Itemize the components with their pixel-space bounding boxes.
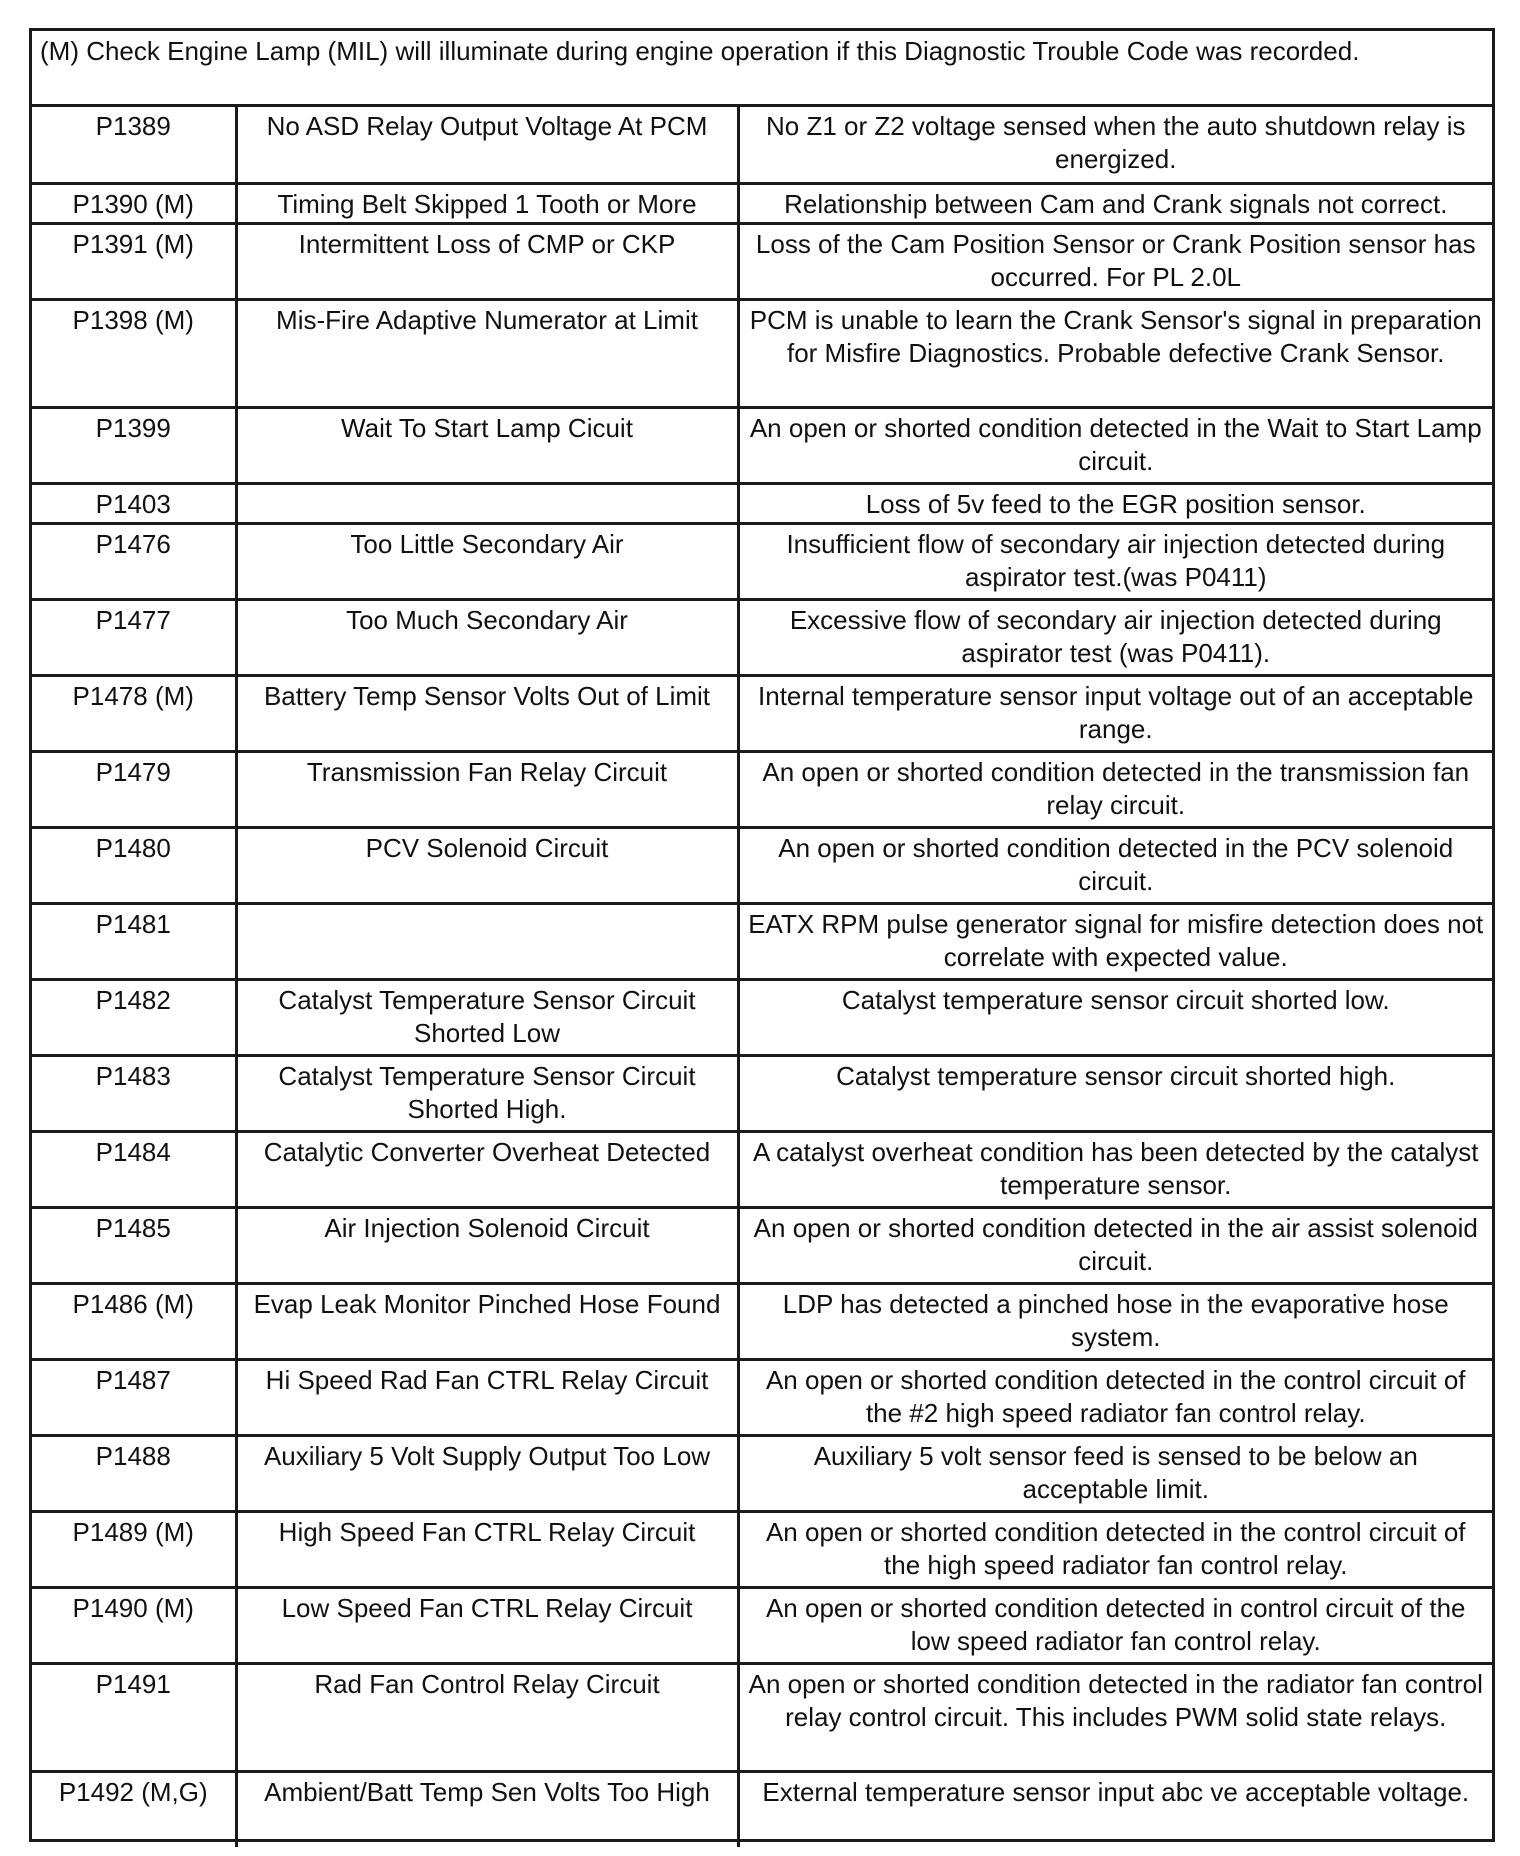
- dtc-code-cell: P1481: [32, 903, 236, 979]
- table-row: [32, 827, 1492, 903]
- table-row: [32, 979, 1492, 1055]
- dtc-name-cell: Timing Belt Skipped 1 Tooth or More: [236, 183, 738, 223]
- dtc-table-body: [32, 107, 1492, 1847]
- dtc-code-cell: P1491: [32, 1663, 236, 1771]
- dtc-code-cell: P1403: [32, 483, 236, 523]
- dtc-description-cell: No Z1 or Z2 voltage sensed when the auto shutdown relay is energized.: [738, 107, 1492, 183]
- dtc-name-cell: Intermittent Loss of CMP or CKP: [236, 223, 738, 299]
- dtc-description-cell: Loss of the Cam Position Sensor or Crank Position sensor has occurred. For PL 2.0L: [738, 223, 1492, 299]
- dtc-name-cell: High Speed Fan CTRL Relay Circuit: [236, 1511, 738, 1587]
- dtc-description-cell: An open or shorted condition detected in the control circuit of the #2 high speed radiator fan control relay.: [738, 1359, 1492, 1435]
- dtc-code-cell: P1476: [32, 523, 236, 599]
- dtc-code-cell: P1489 (M): [32, 1511, 236, 1587]
- dtc-name-cell: Catalyst Temperature Sensor Circuit Shorted High.: [236, 1055, 738, 1131]
- table-row: [32, 751, 1492, 827]
- dtc-description-cell: An open or shorted condition detected in the air assist solenoid circuit.: [738, 1207, 1492, 1283]
- table-row: [32, 675, 1492, 751]
- table-row: [32, 1663, 1492, 1771]
- dtc-code-cell: P1486 (M): [32, 1283, 236, 1359]
- dtc-description-cell: Internal temperature sensor input voltage out of an acceptable range.: [738, 675, 1492, 751]
- table-row: [32, 523, 1492, 599]
- dtc-code-cell: P1484: [32, 1131, 236, 1207]
- dtc-code-cell: P1399: [32, 407, 236, 483]
- dtc-description-cell: A catalyst overheat condition has been detected by the catalyst temperature sensor.: [738, 1131, 1492, 1207]
- table-row: [32, 1511, 1492, 1587]
- dtc-name-cell: Catalyst Temperature Sensor Circuit Shorted Low: [236, 979, 738, 1055]
- table-row: [32, 1131, 1492, 1207]
- dtc-description-cell: PCM is unable to learn the Crank Sensor's signal in preparation for Misfire Diagnostics. Probable defective Crank Sensor.: [738, 299, 1492, 407]
- dtc-code-cell: P1480: [32, 827, 236, 903]
- dtc-name-cell: Hi Speed Rad Fan CTRL Relay Circuit: [236, 1359, 738, 1435]
- dtc-code-cell: P1485: [32, 1207, 236, 1283]
- dtc-description-cell: EATX RPM pulse generator signal for misfire detection does not correlate with expected value.: [738, 903, 1492, 979]
- dtc-code-cell: P1483: [32, 1055, 236, 1131]
- dtc-description-cell: Loss of 5v feed to the EGR position sensor.: [738, 483, 1492, 523]
- table-row: [32, 1587, 1492, 1663]
- table-row: [32, 1435, 1492, 1511]
- table-row: [32, 223, 1492, 299]
- dtc-name-cell: Mis-Fire Adaptive Numerator at Limit: [236, 299, 738, 407]
- dtc-description-cell: An open or shorted condition detected in the control circuit of the high speed radiator fan control relay.: [738, 1511, 1492, 1587]
- dtc-description-cell: An open or shorted condition detected in the transmission fan relay circuit.: [738, 751, 1492, 827]
- dtc-table-sheet: [29, 28, 1495, 1842]
- dtc-name-cell: [236, 483, 738, 523]
- dtc-name-cell: PCV Solenoid Circuit: [236, 827, 738, 903]
- dtc-name-cell: Wait To Start Lamp Cicuit: [236, 407, 738, 483]
- table-row: [32, 1359, 1492, 1435]
- dtc-name-cell: Air Injection Solenoid Circuit: [236, 1207, 738, 1283]
- dtc-description-cell: An open or shorted condition detected in the radiator fan control relay control circuit. This includes PWM solid state relays.: [738, 1663, 1492, 1771]
- dtc-name-cell: [236, 903, 738, 979]
- dtc-description-cell: Catalyst temperature sensor circuit shorted high.: [738, 1055, 1492, 1131]
- dtc-code-cell: P1479: [32, 751, 236, 827]
- table-row: [32, 183, 1492, 223]
- dtc-code-cell: P1478 (M): [32, 675, 236, 751]
- dtc-description-cell: Relationship between Cam and Crank signals not correct.: [738, 183, 1492, 223]
- dtc-code-cell: P1482: [32, 979, 236, 1055]
- table-row: [32, 1771, 1492, 1847]
- dtc-code-cell: P1389: [32, 107, 236, 183]
- dtc-code-cell: P1492 (M,G): [32, 1771, 236, 1847]
- table-row: [32, 599, 1492, 675]
- dtc-name-cell: Catalytic Converter Overheat Detected: [236, 1131, 738, 1207]
- dtc-code-cell: P1477: [32, 599, 236, 675]
- mil-note: (M) Check Engine Lamp (MIL) will illuminate during engine operation if this Diagnostic Trouble Code was recorded.: [32, 31, 1492, 107]
- dtc-description-cell: An open or shorted condition detected in the Wait to Start Lamp circuit.: [738, 407, 1492, 483]
- dtc-description-cell: Auxiliary 5 volt sensor feed is sensed to be below an acceptable limit.: [738, 1435, 1492, 1511]
- dtc-code-cell: P1490 (M): [32, 1587, 236, 1663]
- table-row: [32, 483, 1492, 523]
- dtc-code-cell: P1390 (M): [32, 183, 236, 223]
- table-row: [32, 107, 1492, 183]
- dtc-code-cell: P1488: [32, 1435, 236, 1511]
- table-row: [32, 407, 1492, 483]
- dtc-name-cell: No ASD Relay Output Voltage At PCM: [236, 107, 738, 183]
- dtc-description-cell: LDP has detected a pinched hose in the evaporative hose system.: [738, 1283, 1492, 1359]
- dtc-name-cell: Battery Temp Sensor Volts Out of Limit: [236, 675, 738, 751]
- dtc-name-cell: Evap Leak Monitor Pinched Hose Found: [236, 1283, 738, 1359]
- dtc-description-cell: An open or shorted condition detected in control circuit of the low speed radiator fan control relay.: [738, 1587, 1492, 1663]
- dtc-description-cell: Catalyst temperature sensor circuit shorted low.: [738, 979, 1492, 1055]
- dtc-name-cell: Too Little Secondary Air: [236, 523, 738, 599]
- dtc-name-cell: Ambient/Batt Temp Sen Volts Too High: [236, 1771, 738, 1847]
- dtc-name-cell: Too Much Secondary Air: [236, 599, 738, 675]
- dtc-name-cell: Transmission Fan Relay Circuit: [236, 751, 738, 827]
- dtc-description-cell: Insufficient flow of secondary air injection detected during aspirator test.(was P0411): [738, 523, 1492, 599]
- table-row: [32, 1055, 1492, 1131]
- table-row: [32, 1207, 1492, 1283]
- dtc-name-cell: Auxiliary 5 Volt Supply Output Too Low: [236, 1435, 738, 1511]
- table-row: [32, 299, 1492, 407]
- dtc-description-cell: An open or shorted condition detected in the PCV solenoid circuit.: [738, 827, 1492, 903]
- dtc-description-cell: External temperature sensor input abc ve acceptable voltage.: [762, 1776, 1470, 1807]
- dtc-name-cell: Low Speed Fan CTRL Relay Circuit: [236, 1587, 738, 1663]
- dtc-code-cell: P1487: [32, 1359, 236, 1435]
- dtc-name-cell: Rad Fan Control Relay Circuit: [236, 1663, 738, 1771]
- dtc-table: [32, 107, 1492, 1847]
- dtc-code-cell: P1398 (M): [32, 299, 236, 407]
- table-row: [32, 903, 1492, 979]
- dtc-code-cell: P1391 (M): [32, 223, 236, 299]
- table-row: [32, 1283, 1492, 1359]
- dtc-description-cell: Excessive flow of secondary air injection detected during aspirator test (was P0411).: [738, 599, 1492, 675]
